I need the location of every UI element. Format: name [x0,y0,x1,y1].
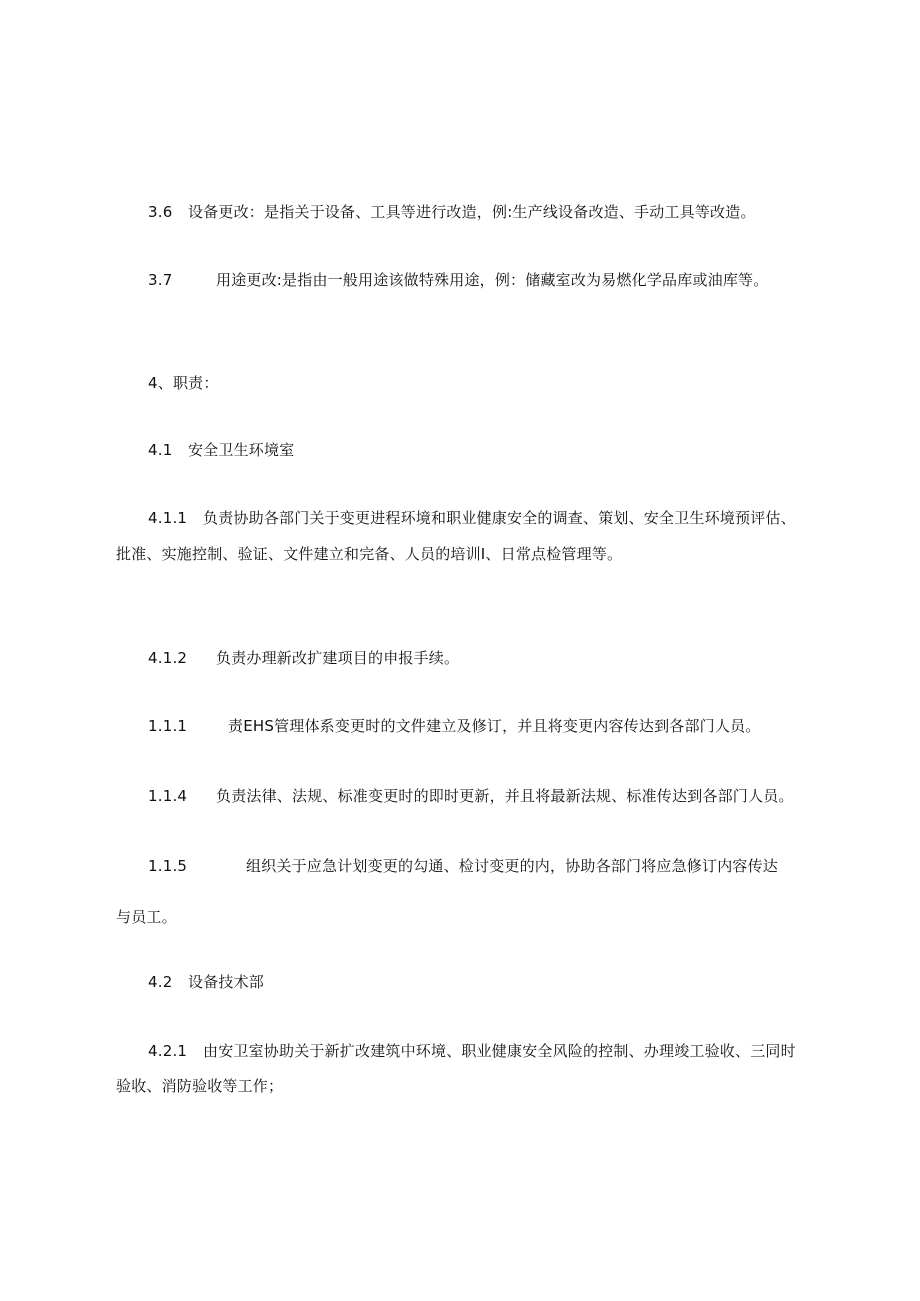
clause-number: 3.7 [148,271,173,289]
section-heading-responsibilities [148,373,219,393]
clause-3-7 [148,270,768,290]
clause-1-1-1 [148,716,760,736]
clause-text: 组织关于应急计划变更的勾通、检讨变更的内，协助各部门将应急修订内容传达 [246,857,779,875]
clause-text: 用途更改:是指由一般用途该做特殊用途，例：储藏室改为易燃化学品库或油库等。 [216,271,769,289]
clause-text: 设备更改：是指关于设备、工具等进行改造，例:生产线设备改造、手动工具等改造。 [188,203,756,221]
clause-number: 4.2.1 [148,1042,188,1060]
clause-1-1-4 [148,786,794,806]
clause-text: 由安卫室协助关于新扩改建筑中环境、职业健康安全风险的控制、办理竣工验收、三同时 [203,1042,796,1060]
clause-4-1-2 [148,648,459,668]
clause-1-1-5 [148,856,778,876]
clause-4-1-1 [148,508,796,528]
clause-text: 与员工。 [116,908,177,926]
clause-text: 设备技术部 [188,973,265,991]
clause-4-2 [148,972,264,992]
clause-text: 负责法律、法规、标准变更时的即时更新，并且将最新法规、标准传达到各部门人员。 [216,787,794,805]
clause-4-1-1-continued [116,544,622,564]
clause-number: 1.1.4 [148,787,188,805]
clause-text: 责EHS管理体系变更时的文件建立及修订，并且将变更内容传达到各部门人员。 [228,717,761,735]
clause-4-1 [148,440,294,460]
clause-number: 4.2 [148,973,173,991]
clause-text: 批准、实施控制、验证、文件建立和完备、人员的培训Ⅰ、日常点检管理等。 [116,545,623,563]
clause-number: 1.1.5 [148,857,188,875]
section-heading-text: 4、职责： [148,374,219,392]
clause-number: 3.6 [148,203,173,221]
clause-4-2-1 [148,1041,796,1061]
clause-4-2-1-continued [116,1076,283,1096]
clause-number: 1.1.1 [148,717,188,735]
clause-text: 负责协助各部门关于变更进程环境和职业健康安全的调查、策划、安全卫生环境预评估、 [203,509,796,527]
clause-text: 安全卫生环境室 [188,441,295,459]
clause-3-6 [148,202,756,222]
clause-text: 验收、消防验收等工作； [116,1077,284,1095]
clause-text: 负责办理新改扩建项目的申报手续。 [216,649,460,667]
clause-number: 4.1.1 [148,509,188,527]
clause-number: 4.1 [148,441,173,459]
clause-number: 4.1.2 [148,649,188,667]
clause-1-1-5-continued [116,907,177,927]
